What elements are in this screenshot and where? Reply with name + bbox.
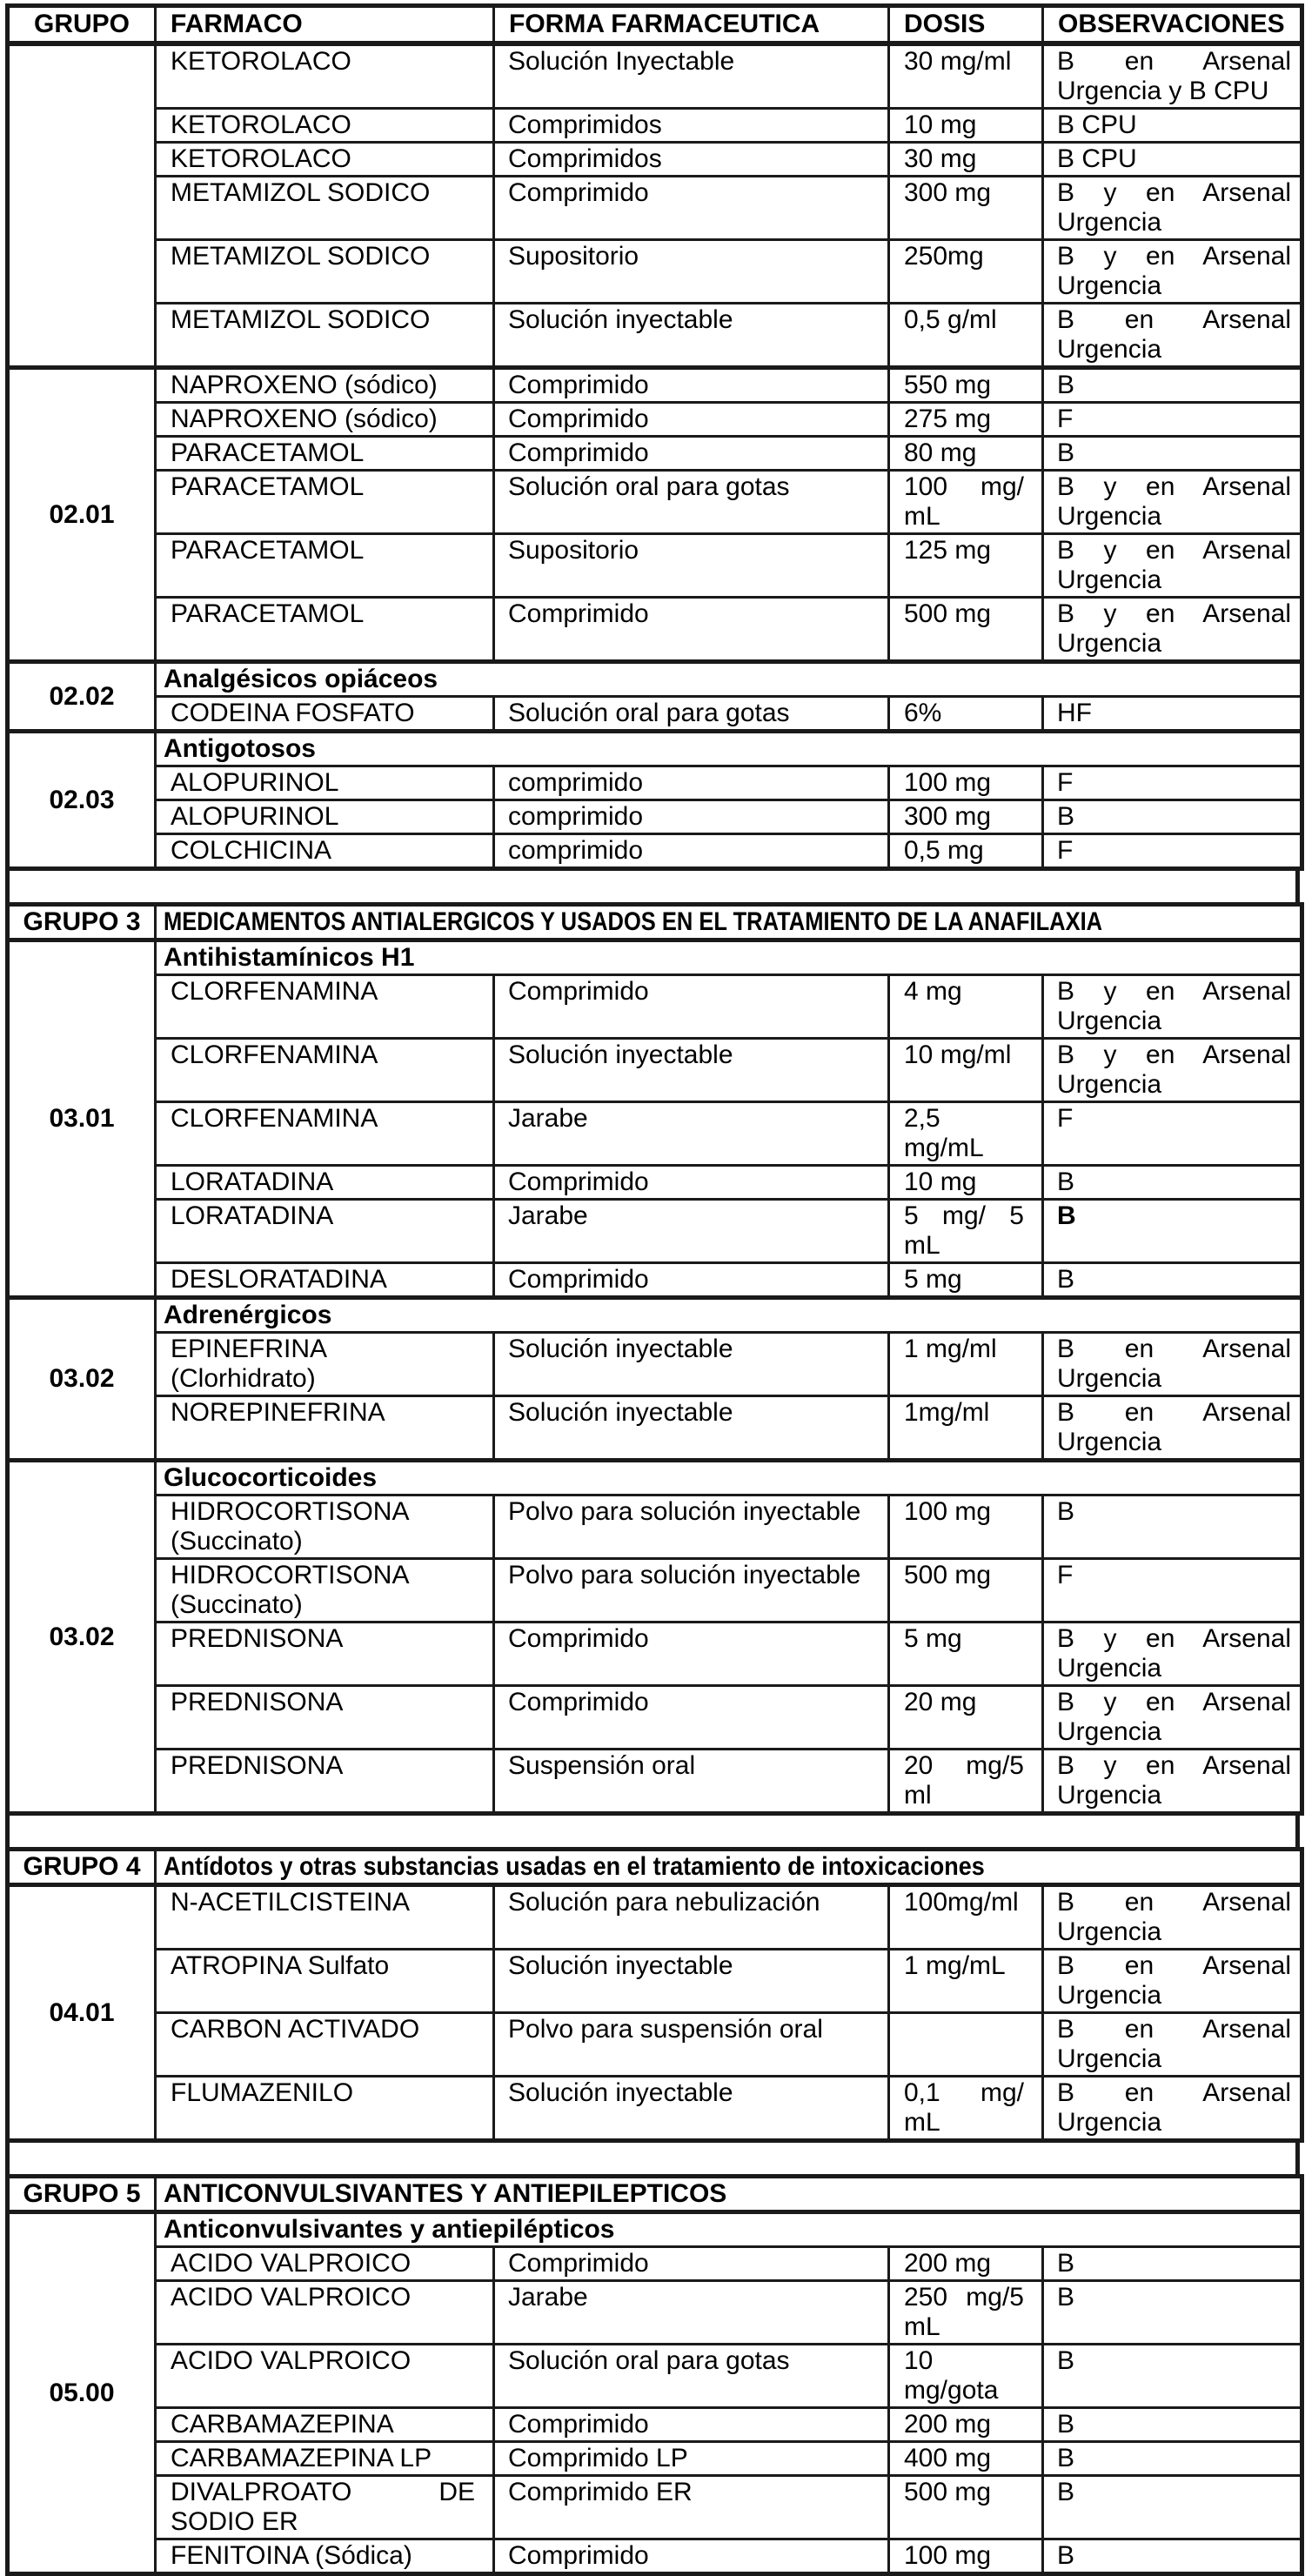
cell-observaciones: B: [1043, 800, 1302, 834]
cell-dosis: 250 mg/5 mL: [889, 2281, 1043, 2345]
cell-dosis: 300 mg: [889, 800, 1043, 834]
table-row: [8, 1396, 1302, 1461]
cell-forma-farmaceutica: Comprimido: [494, 1623, 889, 1686]
group-header-label: GRUPO 5: [8, 2177, 156, 2212]
cell-farmaco: LORATADINA: [156, 1166, 494, 1200]
cell-observaciones: F: [1043, 403, 1302, 437]
cell-dosis: 30 mg: [889, 143, 1043, 177]
cell-farmaco: PREDNISONA: [156, 1623, 494, 1686]
group-code-cell: 02.01: [8, 368, 156, 662]
cell-farmaco: N-ACETILCISTEINA: [156, 1885, 494, 1950]
cell-dosis: 500 mg: [889, 1559, 1043, 1623]
group-code-cell: 03.01: [8, 940, 156, 1298]
table-row: [8, 471, 1302, 534]
cell-observaciones: B en Arsenal Urgencia: [1043, 1885, 1302, 1950]
group-code-cell: 03.02: [8, 1298, 156, 1461]
cell-observaciones: B: [1043, 2476, 1302, 2539]
table-row: [8, 177, 1302, 240]
table-row: [8, 975, 1302, 1039]
table-row: [8, 2345, 1302, 2408]
cell-observaciones: B CPU: [1043, 143, 1302, 177]
cell-forma-farmaceutica: Jarabe: [494, 1102, 889, 1166]
cell-farmaco: COLCHICINA: [156, 834, 494, 869]
cell-farmaco: PREDNISONA: [156, 1686, 494, 1750]
subsection-header: Analgésicos opiáceos: [156, 662, 1302, 697]
cell-dosis: 6%: [889, 697, 1043, 732]
cell-forma-farmaceutica: Comprimidos: [494, 109, 889, 143]
cell-dosis: 0,5 mg: [889, 834, 1043, 869]
cell-dosis: [889, 2013, 1043, 2077]
cell-observaciones: F: [1043, 834, 1302, 869]
cell-forma-farmaceutica: comprimido: [494, 800, 889, 834]
table-row: [8, 403, 1302, 437]
cell-observaciones: B: [1043, 2345, 1302, 2408]
table-row: [8, 800, 1302, 834]
cell-farmaco: PARACETAMOL: [156, 534, 494, 598]
table-row: [8, 1102, 1302, 1166]
cell-farmaco: CARBAMAZEPINA: [156, 2408, 494, 2442]
cell-farmaco: NAPROXENO (sódico): [156, 403, 494, 437]
table-row: [8, 2013, 1302, 2077]
table-row: [8, 598, 1302, 662]
cell-farmaco: HIDROCORTISONA (Succinato): [156, 1559, 494, 1623]
cell-forma-farmaceutica: Solución inyectable: [494, 304, 889, 368]
group-header-row: [8, 905, 1302, 940]
cell-forma-farmaceutica: Comprimido: [494, 2247, 889, 2281]
cell-forma-farmaceutica: Suspensión oral: [494, 1750, 889, 1814]
cell-farmaco: CLORFENAMINA: [156, 1039, 494, 1102]
cell-forma-farmaceutica: Supositorio: [494, 534, 889, 598]
cell-farmaco: HIDROCORTISONA (Succinato): [156, 1495, 494, 1559]
cell-dosis: 300 mg: [889, 177, 1043, 240]
cell-farmaco: KETOROLACO: [156, 43, 494, 109]
table-row: [8, 1333, 1302, 1396]
cell-observaciones: B y en Arsenal Urgencia: [1043, 471, 1302, 534]
table-row: [8, 109, 1302, 143]
drug-table-grupo-4: [5, 1847, 1304, 2143]
cell-farmaco: ATROPINA Sulfato: [156, 1950, 494, 2013]
cell-farmaco: CLORFENAMINA: [156, 975, 494, 1039]
cell-farmaco: ACIDO VALPROICO: [156, 2345, 494, 2408]
cell-dosis: 250mg: [889, 240, 1043, 304]
cell-forma-farmaceutica: Solución inyectable: [494, 2077, 889, 2141]
cell-farmaco: EPINEFRINA (Clorhidrato): [156, 1333, 494, 1396]
cell-dosis: 100 mg: [889, 1495, 1043, 1559]
group-header-title: [156, 2177, 1302, 2212]
cell-farmaco: METAMIZOL SODICO: [156, 177, 494, 240]
cell-farmaco: FLUMAZENILO: [156, 2077, 494, 2141]
table-row: [8, 304, 1302, 368]
column-header-4: OBSERVACIONES: [1043, 6, 1302, 44]
table-row: [8, 2539, 1302, 2574]
cell-dosis: 5 mg: [889, 1623, 1043, 1686]
table-row: [8, 1298, 1302, 1333]
subsection-header: Glucocorticoides: [156, 1461, 1302, 1495]
cell-observaciones: B y en Arsenal Urgencia: [1043, 1750, 1302, 1814]
cell-observaciones: B en Arsenal Urgencia: [1043, 2013, 1302, 2077]
group-header-label: GRUPO 3: [8, 905, 156, 940]
cell-observaciones: B: [1043, 437, 1302, 471]
cell-dosis: 20 mg: [889, 1686, 1043, 1750]
cell-farmaco: KETOROLACO: [156, 143, 494, 177]
cell-observaciones: B y en Arsenal Urgencia: [1043, 1623, 1302, 1686]
cell-farmaco: CLORFENAMINA: [156, 1102, 494, 1166]
column-header-2: FORMA FARMACEUTICA: [494, 6, 889, 44]
table-row: [8, 437, 1302, 471]
cell-forma-farmaceutica: Solución oral para gotas: [494, 2345, 889, 2408]
cell-dosis: 5 mg/ 5 mL: [889, 1200, 1043, 1263]
cell-observaciones: B: [1043, 368, 1302, 403]
cell-dosis: 80 mg: [889, 437, 1043, 471]
cell-observaciones: B en Arsenal Urgencia: [1043, 1950, 1302, 2013]
table-row: [8, 2408, 1302, 2442]
group-header-label: GRUPO 4: [8, 1850, 156, 1885]
cell-observaciones: B y en Arsenal Urgencia: [1043, 598, 1302, 662]
cell-farmaco: PARACETAMOL: [156, 598, 494, 662]
cell-observaciones: B: [1043, 2408, 1302, 2442]
cell-forma-farmaceutica: Solución inyectable: [494, 1333, 889, 1396]
cell-forma-farmaceutica: Comprimido: [494, 1686, 889, 1750]
cell-dosis: 125 mg: [889, 534, 1043, 598]
cell-dosis: 5 mg: [889, 1263, 1043, 1298]
cell-forma-farmaceutica: Comprimido: [494, 177, 889, 240]
cell-forma-farmaceutica: Comprimido: [494, 1263, 889, 1298]
group-header-title-text: Antídotos y otras substancias usadas en el tratamiento de intoxicaciones: [164, 1852, 985, 1881]
cell-farmaco: DIVALPROATO DE SODIO ER: [156, 2476, 494, 2539]
table-row: [8, 143, 1302, 177]
table-row: [8, 2442, 1302, 2476]
cell-forma-farmaceutica: Comprimido: [494, 403, 889, 437]
cell-observaciones: B: [1043, 1263, 1302, 1298]
cell-farmaco: DESLORATADINA: [156, 1263, 494, 1298]
table-row: [8, 1039, 1302, 1102]
cell-observaciones: F: [1043, 1559, 1302, 1623]
cell-dosis: 4 mg: [889, 975, 1043, 1039]
table-row: [8, 2212, 1302, 2247]
table-row: [8, 1750, 1302, 1814]
table-row: [8, 1885, 1302, 1950]
cell-observaciones: B en Arsenal Urgencia: [1043, 1396, 1302, 1461]
cell-forma-farmaceutica: comprimido: [494, 834, 889, 869]
cell-farmaco: ACIDO VALPROICO: [156, 2247, 494, 2281]
cell-forma-farmaceutica: Solución inyectable: [494, 1950, 889, 2013]
cell-dosis: 1 mg/mL: [889, 1950, 1043, 2013]
cell-observaciones: B en Arsenal Urgencia: [1043, 304, 1302, 368]
cell-farmaco: KETOROLACO: [156, 109, 494, 143]
cell-farmaco: METAMIZOL SODICO: [156, 240, 494, 304]
cell-dosis: 100mg/ml: [889, 1885, 1043, 1950]
column-header-3: DOSIS: [889, 6, 1043, 44]
cell-farmaco: CARBON ACTIVADO: [156, 2013, 494, 2077]
cell-farmaco: PREDNISONA: [156, 1750, 494, 1814]
subsection-header: Adrenérgicos: [156, 1298, 1302, 1333]
cell-farmaco: CODEINA FOSFATO: [156, 697, 494, 732]
table-row: [8, 534, 1302, 598]
cell-dosis: 500 mg: [889, 598, 1043, 662]
section-spacer: [5, 871, 1300, 902]
cell-observaciones: B: [1043, 2442, 1302, 2476]
cell-dosis: 200 mg: [889, 2247, 1043, 2281]
cell-forma-farmaceutica: Polvo para solución inyectable: [494, 1559, 889, 1623]
table-row: [8, 834, 1302, 869]
cell-forma-farmaceutica: Supositorio: [494, 240, 889, 304]
cell-farmaco: ALOPURINOL: [156, 800, 494, 834]
group-code-cell: 02.03: [8, 732, 156, 869]
group-code-cell: 04.01: [8, 1885, 156, 2141]
group-header-title: [156, 1850, 1302, 1885]
cell-observaciones: B y en Arsenal Urgencia: [1043, 177, 1302, 240]
cell-forma-farmaceutica: Polvo para solución inyectable: [494, 1495, 889, 1559]
cell-forma-farmaceutica: Comprimido: [494, 1166, 889, 1200]
cell-forma-farmaceutica: Solución oral para gotas: [494, 471, 889, 534]
table-row: [8, 1950, 1302, 2013]
cell-observaciones: B: [1043, 2281, 1302, 2345]
cell-forma-farmaceutica: Polvo para suspensión oral: [494, 2013, 889, 2077]
subsection-header: Antihistamínicos H1: [156, 940, 1302, 975]
group-header-title: [156, 905, 1302, 940]
cell-observaciones: B: [1043, 1200, 1302, 1263]
cell-dosis: 0,5 g/ml: [889, 304, 1043, 368]
drug-table-grupo-02: [5, 3, 1304, 871]
cell-dosis: 10 mg/ml: [889, 1039, 1043, 1102]
table-row: [8, 1623, 1302, 1686]
group-code-cell: 02.02: [8, 662, 156, 732]
cell-farmaco: FENITOINA (Sódica): [156, 2539, 494, 2574]
cell-observaciones: F: [1043, 766, 1302, 800]
cell-dosis: 400 mg: [889, 2442, 1043, 2476]
table-row: [8, 368, 1302, 403]
cell-forma-farmaceutica: Solución Inyectable: [494, 43, 889, 109]
cell-dosis: 30 mg/ml: [889, 43, 1043, 109]
table-row: [8, 1686, 1302, 1750]
cell-dosis: 100 mg: [889, 2539, 1043, 2574]
cell-forma-farmaceutica: Solución para nebulización: [494, 1885, 889, 1950]
drug-table-grupo-3: [5, 902, 1304, 1816]
cell-observaciones: B en Arsenal Urgencia y B CPU: [1043, 43, 1302, 109]
group-code-cell: 05.00: [8, 2212, 156, 2574]
cell-dosis: 1mg/ml: [889, 1396, 1043, 1461]
cell-observaciones: B CPU: [1043, 109, 1302, 143]
table-row: [8, 43, 1302, 109]
cell-dosis: 550 mg: [889, 368, 1043, 403]
cell-forma-farmaceutica: Comprimido ER: [494, 2476, 889, 2539]
cell-dosis: 20 mg/5 ml: [889, 1750, 1043, 1814]
cell-farmaco: NOREPINEFRINA: [156, 1396, 494, 1461]
group-code-cell: [8, 43, 156, 368]
cell-farmaco: METAMIZOL SODICO: [156, 304, 494, 368]
table-row: [8, 2077, 1302, 2141]
cell-forma-farmaceutica: Jarabe: [494, 1200, 889, 1263]
cell-forma-farmaceutica: Comprimido: [494, 975, 889, 1039]
cell-forma-farmaceutica: Solución inyectable: [494, 1396, 889, 1461]
cell-observaciones: B en Arsenal Urgencia: [1043, 2077, 1302, 2141]
cell-forma-farmaceutica: Comprimidos: [494, 143, 889, 177]
group-code-cell: 03.02: [8, 1461, 156, 1814]
cell-observaciones: B y en Arsenal Urgencia: [1043, 240, 1302, 304]
cell-farmaco: CARBAMAZEPINA LP: [156, 2442, 494, 2476]
cell-dosis: 0,1 mg/ mL: [889, 2077, 1043, 2141]
cell-farmaco: NAPROXENO (sódico): [156, 368, 494, 403]
cell-observaciones: F: [1043, 1102, 1302, 1166]
table-row: [8, 697, 1302, 732]
table-row: [8, 1166, 1302, 1200]
cell-dosis: 100 mg/ mL: [889, 471, 1043, 534]
table-row: [8, 940, 1302, 975]
table-row: [8, 1559, 1302, 1623]
cell-dosis: 500 mg: [889, 2476, 1043, 2539]
group-header-title-text: ANTICONVULSIVANTES Y ANTIEPILEPTICOS: [164, 2179, 727, 2208]
table-row: [8, 1200, 1302, 1263]
cell-farmaco: ACIDO VALPROICO: [156, 2281, 494, 2345]
cell-observaciones: B: [1043, 2539, 1302, 2574]
cell-forma-farmaceutica: Comprimido: [494, 598, 889, 662]
section-spacer: [5, 1816, 1300, 1847]
column-header-1: FARMACO: [156, 6, 494, 44]
cell-farmaco: PARACETAMOL: [156, 471, 494, 534]
table-row: [8, 662, 1302, 697]
cell-dosis: 2,5 mg/mL: [889, 1102, 1043, 1166]
cell-forma-farmaceutica: Comprimido LP: [494, 2442, 889, 2476]
section-spacer: [5, 2143, 1300, 2174]
cell-forma-farmaceutica: Comprimido: [494, 2408, 889, 2442]
table-row: [8, 240, 1302, 304]
table-row: [8, 1263, 1302, 1298]
group-header-row: [8, 2177, 1302, 2212]
cell-forma-farmaceutica: Comprimido: [494, 368, 889, 403]
cell-forma-farmaceutica: Solución inyectable: [494, 1039, 889, 1102]
table-row: [8, 732, 1302, 766]
table-row: [8, 2247, 1302, 2281]
cell-observaciones: B y en Arsenal Urgencia: [1043, 534, 1302, 598]
cell-observaciones: B en Arsenal Urgencia: [1043, 1333, 1302, 1396]
cell-dosis: 10 mg/gota: [889, 2345, 1043, 2408]
cell-farmaco: LORATADINA: [156, 1200, 494, 1263]
table-row: [8, 766, 1302, 800]
table-row: [8, 1495, 1302, 1559]
cell-observaciones: B y en Arsenal Urgencia: [1043, 1039, 1302, 1102]
column-header-0: GRUPO: [8, 6, 156, 44]
cell-dosis: 100 mg: [889, 766, 1043, 800]
cell-forma-farmaceutica: Solución oral para gotas: [494, 697, 889, 732]
cell-observaciones: B: [1043, 2247, 1302, 2281]
cell-forma-farmaceutica: Comprimido: [494, 437, 889, 471]
group-header-row: [8, 1850, 1302, 1885]
cell-observaciones: HF: [1043, 697, 1302, 732]
column-header-row: [8, 6, 1302, 44]
table-row: [8, 1461, 1302, 1495]
table-row: [8, 2281, 1302, 2345]
cell-observaciones: B y en Arsenal Urgencia: [1043, 975, 1302, 1039]
subsection-header: Antigotosos: [156, 732, 1302, 766]
cell-observaciones: B: [1043, 1166, 1302, 1200]
cell-observaciones: B: [1043, 1495, 1302, 1559]
cell-dosis: 275 mg: [889, 403, 1043, 437]
cell-forma-farmaceutica: Comprimido: [494, 2539, 889, 2574]
cell-forma-farmaceutica: Jarabe: [494, 2281, 889, 2345]
cell-dosis: 10 mg: [889, 109, 1043, 143]
cell-forma-farmaceutica: comprimido: [494, 766, 889, 800]
table-row: [8, 2476, 1302, 2539]
cell-dosis: 200 mg: [889, 2408, 1043, 2442]
cell-farmaco: PARACETAMOL: [156, 437, 494, 471]
cell-farmaco: ALOPURINOL: [156, 766, 494, 800]
subsection-header: Anticonvulsivantes y antiepilépticos: [156, 2212, 1302, 2247]
cell-observaciones: B y en Arsenal Urgencia: [1043, 1686, 1302, 1750]
drug-table-grupo-5: [5, 2174, 1304, 2576]
cell-dosis: 1 mg/ml: [889, 1333, 1043, 1396]
cell-dosis: 10 mg: [889, 1166, 1043, 1200]
group-header-title-text: MEDICAMENTOS ANTIALERGICOS Y USADOS EN EL TRATAMIENTO DE LA ANAFILAXIA: [164, 907, 1103, 936]
